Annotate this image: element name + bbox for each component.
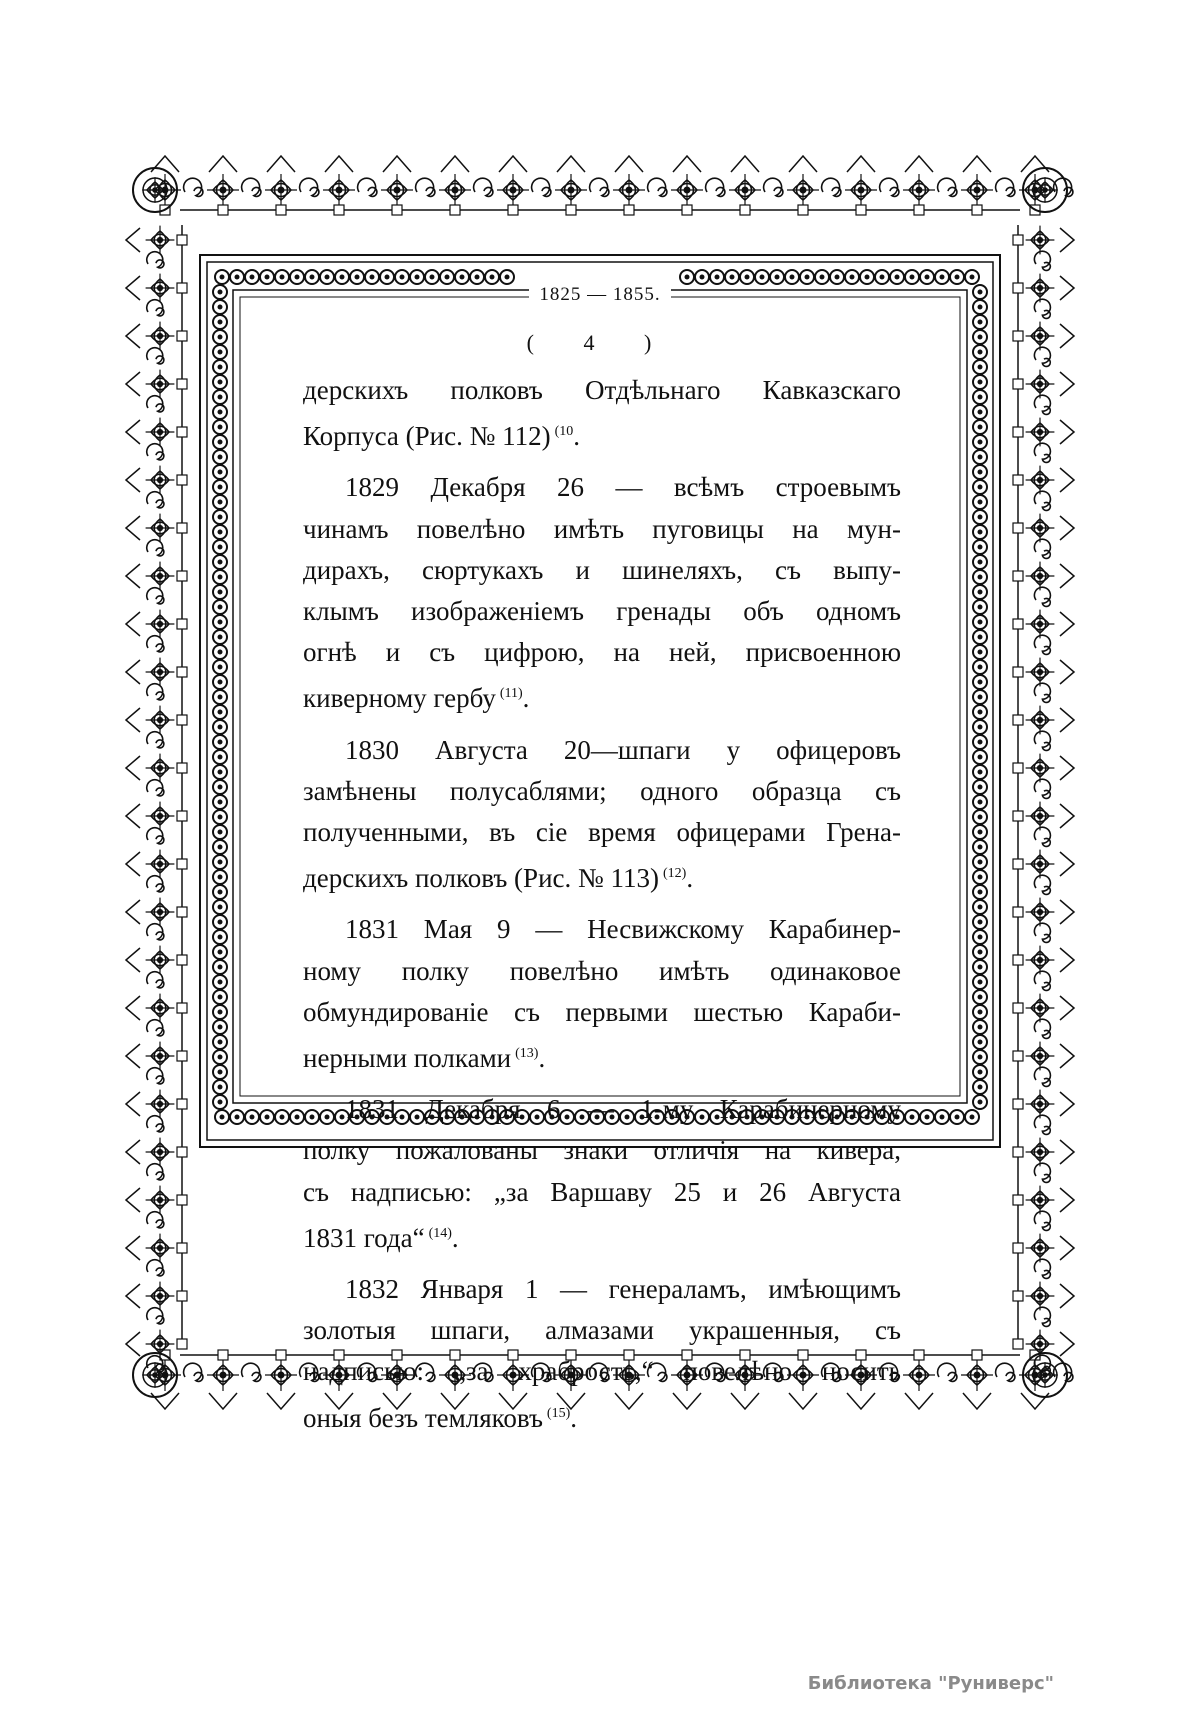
- line-text: 1832 Января 1 — генераламъ, имѣющимъ: [345, 1274, 901, 1305]
- text-line: [303, 771, 901, 812]
- running-header: [0, 284, 1200, 306]
- line-end: .: [573, 421, 581, 452]
- footnote-ref: (14): [428, 1225, 452, 1241]
- running-title: 1825 — 1855.: [529, 284, 670, 305]
- text-line: [303, 467, 901, 508]
- text-line: [303, 1089, 901, 1130]
- line-end: .: [538, 1043, 546, 1074]
- line-text: замѣнены полусаблями; одного образца съ: [303, 775, 901, 806]
- text-line: [303, 951, 901, 992]
- text-line: [303, 370, 901, 411]
- line-text: нерными полками: [303, 1043, 512, 1074]
- text-line: [303, 632, 901, 673]
- text-block: [303, 370, 901, 1439]
- line-text: огнѣ и съ цифрою, на ней, присвоенною: [303, 637, 901, 668]
- line-text: киверному гербу: [303, 683, 496, 714]
- text-line: [303, 1310, 901, 1351]
- text-line: [303, 509, 901, 550]
- text-line: [303, 591, 901, 632]
- paragraph: [303, 1089, 901, 1259]
- line-text: 1829 Декабря 26 — всѣмъ строевымъ: [345, 472, 901, 503]
- line-text: 1830 Августа 20—шпаги у офицеровъ: [345, 734, 901, 765]
- text-line: [303, 1130, 901, 1171]
- footnote-ref: (10: [554, 424, 574, 440]
- line-text: надписью: „за храбрость,“ повелѣно носить: [303, 1356, 901, 1387]
- line-text: ному полку повелѣно имѣть одинаковое: [303, 955, 901, 986]
- text-line: [303, 1172, 901, 1213]
- footnote-ref: (12): [663, 866, 687, 882]
- line-text: полку пожалованы знаки отличія на кивера,: [303, 1135, 901, 1166]
- paragraph: [303, 730, 901, 900]
- paragraph: [303, 909, 901, 1079]
- paragraph: [303, 1269, 901, 1439]
- line-text: съ надписью: „за Варшаву 25 и 26 Августа: [303, 1176, 901, 1207]
- line-text: полученными, въ сіе время офицерами Грена-: [303, 817, 901, 848]
- line-text: 1831 Декабря 6 — 1-му Карабинерному: [345, 1094, 901, 1125]
- line-text: дирахъ, сюртукахъ и шинеляхъ, съ выпу-: [303, 554, 901, 585]
- text-line: [303, 1213, 901, 1259]
- line-text: Корпуса (Рис. № 112): [303, 421, 551, 452]
- text-line: [303, 1269, 901, 1310]
- footnote-ref: (15): [546, 1405, 571, 1421]
- line-text: клымъ изображеніемъ гренады объ одномъ: [303, 596, 901, 627]
- text-line: [303, 992, 901, 1033]
- line-text: чинамъ повелѣно имѣть пуговицы на мун-: [303, 513, 901, 544]
- text-line: [303, 730, 901, 771]
- line-text: дерскихъ полковъ Отдѣльнаго Кавказскаго: [303, 375, 901, 405]
- line-text: дерскихъ полковъ (Рис. № 113): [303, 863, 659, 894]
- text-line: [303, 853, 901, 899]
- line-text: 1831 Мая 9 — Несвижскому Карабинер-: [345, 914, 901, 945]
- text-line: [303, 411, 901, 457]
- line-text: 1831 года“: [303, 1222, 425, 1253]
- footnote-ref: (11): [499, 686, 523, 702]
- line-text: золотыя шпаги, алмазами украшенныя, съ: [303, 1315, 901, 1346]
- page-number: ( 4 ): [526, 330, 674, 355]
- line-end: .: [451, 1222, 459, 1253]
- paragraph: [303, 467, 901, 719]
- text-line: [303, 1393, 901, 1439]
- line-text: обмундированіе съ первыми шестью Караби-: [303, 996, 901, 1027]
- text-line: [303, 673, 901, 719]
- line-end: .: [570, 1402, 577, 1433]
- line-end: .: [522, 683, 530, 714]
- footnote-ref: (13): [515, 1046, 539, 1062]
- library-watermark: Библиотека "Руниверс": [807, 1673, 1054, 1694]
- paragraph: [303, 370, 901, 457]
- text-line: [303, 812, 901, 853]
- text-line: [303, 909, 901, 950]
- text-line: [303, 550, 901, 591]
- text-line: [303, 1351, 901, 1392]
- line-end: .: [686, 863, 694, 894]
- text-line: [303, 1033, 901, 1079]
- line-text: оныя безъ темляковъ: [303, 1402, 543, 1433]
